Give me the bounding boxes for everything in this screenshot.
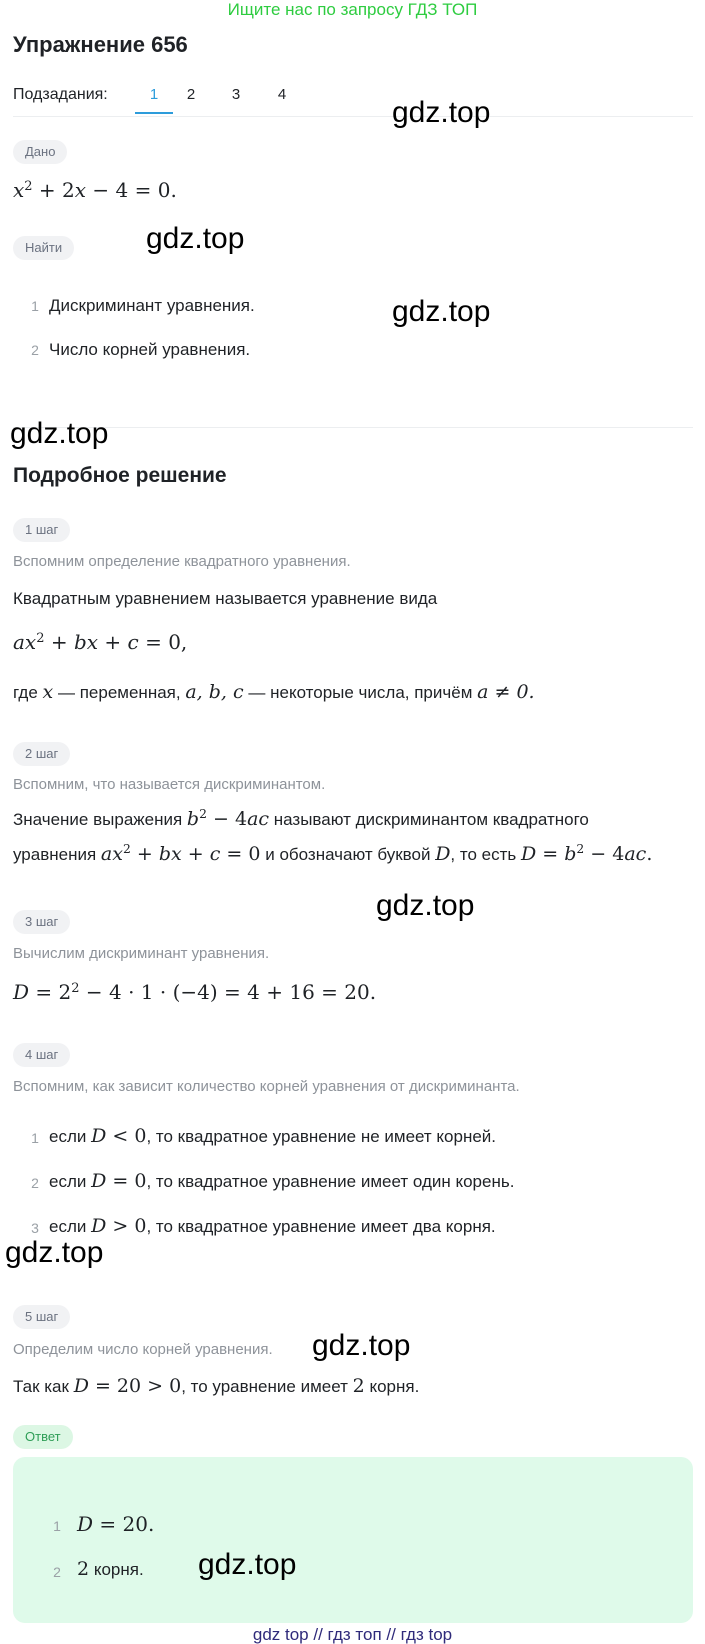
condition-text: если D > 0, то квадратное уравнение имеет два корня.	[49, 1215, 496, 1237]
answer-value: D = 20.	[77, 1512, 155, 1536]
answer-number: 1	[53, 1518, 61, 1534]
condition-text: если D = 0, то квадратное уравнение имеет один корень.	[49, 1170, 515, 1192]
find-item-number: 2	[31, 342, 39, 358]
watermark: gdz.top	[392, 295, 491, 328]
answer-value: 2 корня.	[77, 1558, 144, 1580]
find-chip: Найти	[13, 236, 74, 260]
find-item-text: Дискриминант уравнения.	[49, 296, 255, 315]
step-hint: Вычислим дискриминант уравнения.	[13, 945, 270, 962]
step-text: Так как D = 20 > 0, то уравнение имеет 2 корня.	[13, 1375, 420, 1397]
footer-separator: //	[386, 1625, 396, 1644]
watermark: gdz.top	[312, 1329, 411, 1362]
find-item-number: 1	[31, 298, 39, 314]
tab-subtask-1[interactable]: 1	[149, 86, 159, 103]
step-formula: $ax^2$ + bx + c = 0,	[13, 630, 188, 654]
footer-separator: //	[313, 1625, 323, 1644]
condition-number: 3	[31, 1220, 39, 1236]
solution-title: Подробное решение	[13, 464, 227, 487]
footer-link[interactable]: гдз top	[400, 1625, 453, 1644]
tab-subtask-2[interactable]: 2	[186, 86, 196, 103]
condition-number: 1	[31, 1130, 39, 1146]
footer-link[interactable]: gdz top	[252, 1625, 309, 1644]
step-chip: 1 шаг	[13, 518, 70, 542]
step-text: уравнения $ax^2$ + bx + c = 0 и обозначают буквой D, то есть $D = b^2 - 4ac$.	[13, 842, 653, 865]
watermark: gdz.top	[392, 96, 491, 129]
step-text: где x — переменная, a, b, c — некоторые числа, причём a ≠ 0.	[13, 681, 535, 703]
watermark: gdz.top	[5, 1236, 104, 1269]
answer-number: 2	[53, 1564, 61, 1580]
step-chip: 3 шаг	[13, 910, 70, 934]
step-hint: Вспомним, как зависит количество корней уравнения от дискриминанта.	[13, 1078, 520, 1095]
tab-subtask-4[interactable]: 4	[277, 86, 287, 103]
watermark: gdz.top	[376, 889, 475, 922]
step-hint: Вспомним, что называется дискриминантом.	[13, 776, 326, 793]
watermark: gdz.top	[198, 1548, 297, 1581]
watermark: gdz.top	[10, 417, 109, 450]
step-hint: Определим число корней уравнения.	[13, 1341, 273, 1358]
given-equation: $x^2 + 2x - 4 = 0$.	[13, 178, 177, 202]
step-chip: 5 шаг	[13, 1305, 70, 1329]
header-divider	[13, 116, 693, 117]
step-chip: 4 шаг	[13, 1043, 70, 1067]
given-chip: Дано	[13, 140, 67, 164]
tab-subtask-3[interactable]: 3	[231, 86, 241, 103]
section-divider	[13, 427, 693, 428]
step-hint: Вспомним определение квадратного уравнения.	[13, 553, 351, 570]
watermark: gdz.top	[146, 222, 245, 255]
step-text: Квадратным уравнением называется уравнение вида	[13, 589, 438, 608]
step-text: Значение выражения $b^2 - 4ac$ называют дискриминантом квадратного	[13, 807, 589, 830]
promo-banner[interactable]: Ищите нас по запросу ГДЗ ТОП	[227, 0, 478, 19]
answer-box	[13, 1457, 693, 1623]
active-tab-indicator	[135, 112, 173, 114]
footer-links	[0, 1625, 705, 1644]
page-title: Упражнение 656	[13, 32, 188, 57]
subtasks-label: Подзадания:	[13, 86, 108, 103]
condition-text: если D < 0, то квадратное уравнение не имеет корней.	[49, 1125, 497, 1147]
footer-link[interactable]: гдз топ	[327, 1625, 382, 1644]
answer-chip: Ответ	[13, 1425, 73, 1449]
condition-number: 2	[31, 1175, 39, 1191]
step-formula: $D = 2^2 - 4 \cdot 1 \cdot (-4) = 4 + 16 = 20$.	[13, 980, 377, 1004]
find-item-text: Число корней уравнения.	[49, 340, 251, 359]
step-chip: 2 шаг	[13, 742, 70, 766]
